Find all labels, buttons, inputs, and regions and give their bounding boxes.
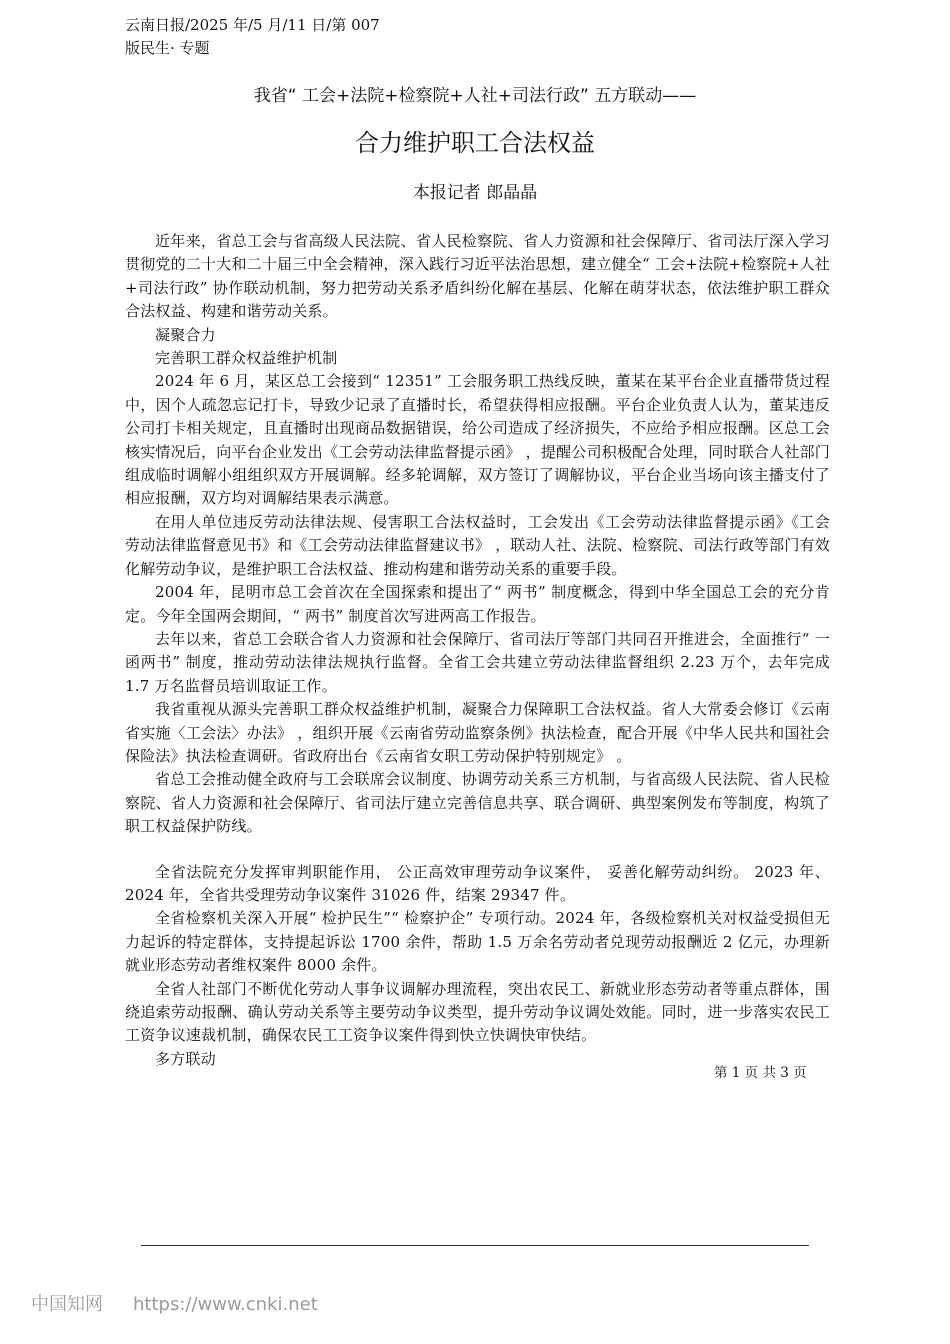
article-title: 合力维护职工合法权益: [355, 129, 595, 157]
article-body: [125, 230, 830, 1071]
cnki-url-link[interactable]: https://www.cnki.net: [133, 1294, 318, 1315]
paragraph: 全省检察机关深入开展“ 检护民生”“ 检察护企” 专项行动。2024 年，各级检察机关对权益受损但无力起诉的特定群体，支持提起诉讼 1700 余件，帮助 1.5 万余名劳动者兑现劳动报酬近 2 亿元，办理新就业形态劳动者维权案件 8000 余件。: [125, 909, 830, 975]
paragraph: 全省法院充分发挥审判职能作用， 公正高效审理劳动争议案件， 妥善化解劳动纠纷。 2023 年、2024 年，全省共受理劳动争议案件 31026 件，结案 29347 件。: [125, 862, 830, 904]
paragraph: 近年来，省总工会与省高级人民法院、省人民检察院、省人力资源和社会保障厅、省司法厅深入学习贯彻党的二十大和二十届三中全会精神，深入践行习近平法治思想，建立健全“ 工会+法院+检察院+人社+司法行政” 协作联动机制，努力把劳动关系矛盾纠纷化解在基层、化解在萌芽状态，依法维护职工群众合法权益、构建和谐劳动关系。: [125, 232, 830, 321]
paragraph: 去年以来，省总工会联合省人力资源和社会保障厅、省司法厅等部门共同召开推进会，全面推行“ 一函两书” 制度，推动劳动法律法规执行监督。全省工会共建立劳动法律监督组织 2.23 万个，去年完成 1.7 万名监督员培训取证工作。: [125, 629, 830, 695]
paragraph: 全省人社部门不断优化劳动人事争议调解办理流程，突出农民工、新就业形态劳动者等重点群体，围绕追索劳动报酬、确认劳动关系等主要劳动争议类型，提升劳动争议调处效能。同时，进一步落实农民工工资争议速裁机制，确保农民工工资争议案件得到快立快调快审快结。: [125, 979, 830, 1045]
article-byline: 本报记者 郎晶晶: [412, 183, 538, 203]
section-heading: 多方联动: [155, 1049, 216, 1068]
publication-section: 版民生· 专题: [125, 39, 210, 57]
footer-divider: [141, 1245, 809, 1246]
paragraph: 省总工会推动健全政府与工会联席会议制度、协调劳动关系三方机制，与省高级人民法院、省人民检察院、省人力资源和社会保障厅、省司法厅建立完善信息共享、联合调研、典型案例发布等制度，构筑了职工权益保护防线。: [125, 770, 830, 836]
article-subtitle: 我省“ 工会+法院+检察院+人社+司法行政” 五方联动——: [253, 86, 697, 106]
cnki-logo: 中国知网: [31, 1294, 103, 1315]
paragraph: 2004 年，昆明市总工会首次在全国探索和提出了“ 两书” 制度概念，得到中华全国总工会的充分肯定。今年全国两会期间，“ 两书” 制度首次写进两高工作报告。: [125, 583, 830, 625]
section-heading: 凝聚合力: [155, 325, 216, 344]
page-number: 第 1 页 共 3 页: [714, 1065, 807, 1081]
paragraph: 我省重视从源头完善职工群众权益维护机制，凝聚合力保障职工合法权益。省人大常委会修订《云南省实施〈工会法〉办法》 ，组织开展《云南省劳动监察条例》执法检查，配合开展《中华人民共和国社会保险法》执法检查调研。省政府出台《云南省女职工劳动保护特别规定》 。: [125, 700, 830, 765]
publication-source: 云南日报/2025 年/5 月/11 日/第 007: [125, 16, 380, 34]
section-subheading: 完善职工群众权益维护机制: [155, 349, 338, 368]
paragraph: 2024 年 6 月，某区总工会接到“ 12351” 工会服务职工热线反映，董某在某平台企业直播带货过程中，因个人疏忽忘记打卡，导致少记录了直播时长，希望获得相应报酬。平台企业负责人认为，董某违反公司打卡相关规定，且直播时出现商品数据错误，给公司造成了经济损失，不应给予相应报酬。区总工会核实情况后，向平台企业发出《工会劳动法律监督提示函》 ，提醒公司积极配合处理，同时联合人社部门组成临时调解小组组织双方开展调解。经多轮调解，双方签订了调解协议，平台企业当场向该主播支付了相应报酬，双方均对调解结果表示满意。: [125, 372, 830, 508]
paragraph: 在用人单位违反劳动法律法规、侵害职工合法权益时，工会发出《工会劳动法律监督提示函》《工会劳动法律监督意见书》和《工会劳动法律监督建议书》 ，联动人社、法院、检察院、司法行政等部门有效化解劳动争议，是维护职工合法权益、推动构建和谐劳动关系的重要手段。: [125, 512, 830, 578]
